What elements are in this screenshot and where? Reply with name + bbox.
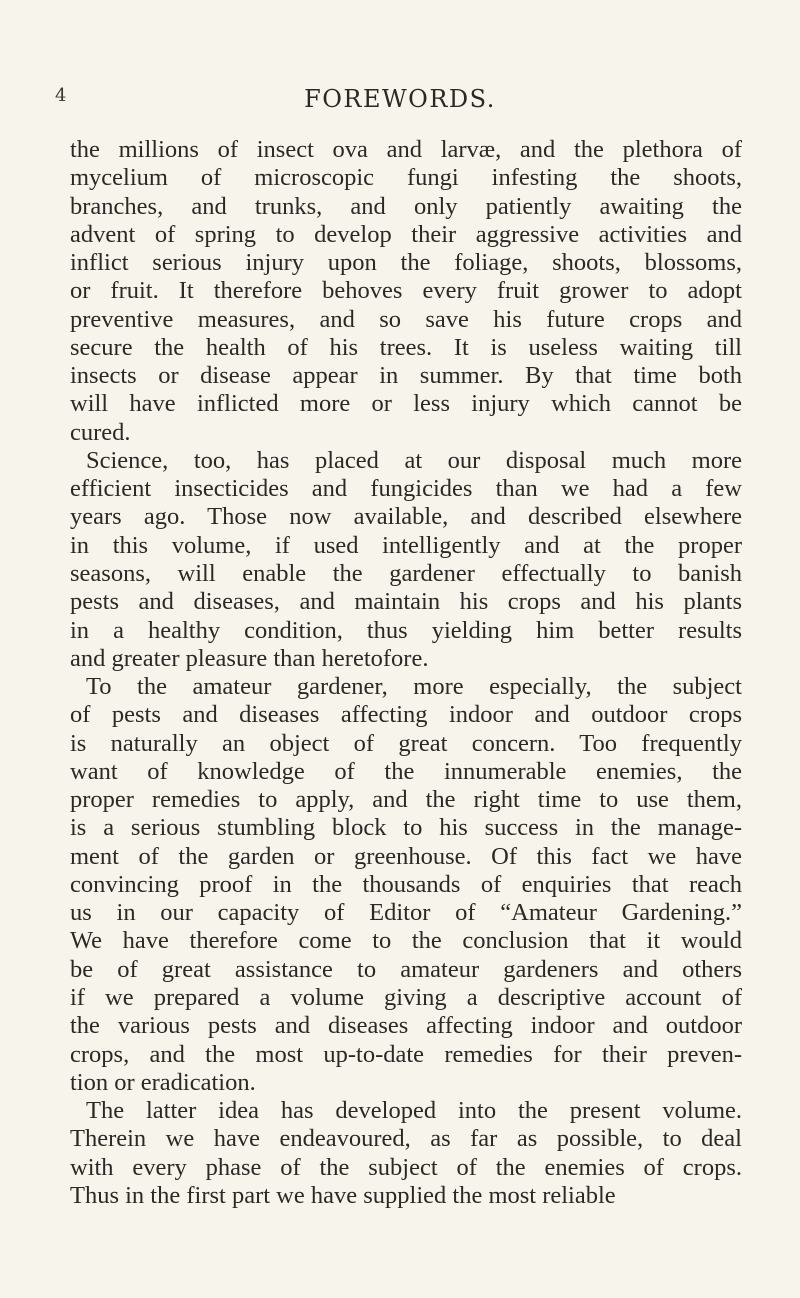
running-head: FOREWORDS.	[304, 85, 496, 113]
text-line: branches, and trunks, and only patiently awaiting the	[70, 192, 742, 220]
text-line: tion or eradication.	[70, 1068, 256, 1096]
text-line: efficient insecticides and fungicides than we had a few	[70, 475, 742, 503]
text-line: is a serious stumbling block to his success in the manage-	[70, 814, 742, 842]
text-line: advent of spring to develop their aggressive activities and	[70, 220, 742, 248]
text-line: the millions of insect ova and larvæ, and the plethora of	[70, 136, 742, 163]
text-line: inflict serious injury upon the foliage, shoots, blossoms,	[70, 249, 742, 277]
text-line: ment of the garden or greenhouse. Of this fact we have	[70, 842, 742, 870]
text-line: in this volume, if used intelligently and at the proper	[70, 531, 742, 559]
text-line: years ago. Those now available, and described elsewhere	[70, 503, 742, 531]
text-line: us in our capacity of Editor of “Amateur Gardening.”	[70, 899, 742, 927]
text-line: pests and diseases, and maintain his crops and his plants	[70, 588, 742, 616]
text-line: convincing proof in the thousands of enquiries that reach	[70, 870, 742, 898]
text-line: seasons, will enable the gardener effectually to banish	[70, 559, 742, 587]
text-line: in a healthy condition, thus yielding him better results	[70, 616, 742, 644]
text-line: The latter idea has developed into the present volume.	[86, 1097, 742, 1125]
text-line: proper remedies to apply, and the right time to use them,	[70, 786, 742, 814]
text-line: want of knowledge of the innumerable enemies, the	[70, 757, 742, 785]
text-line: of pests and diseases affecting indoor and outdoor crops	[70, 701, 742, 729]
text-line: Thus in the first part we have supplied the most reliable	[70, 1181, 616, 1209]
text-line: Science, too, has placed at our disposal much more	[86, 446, 742, 474]
paragraph	[70, 1097, 742, 1210]
text-line: Therein we have endeavoured, as far as possible, to deal	[70, 1125, 742, 1153]
text-line: or fruit. It therefore behoves every fruit grower to adopt	[70, 277, 742, 305]
text-line: the various pests and diseases affecting indoor and outdoor	[70, 1012, 742, 1040]
paragraph	[70, 447, 742, 673]
text-line: with every phase of the subject of the enemies of crops.	[70, 1153, 742, 1181]
text-line: if we prepared a volume giving a descriptive account of	[70, 983, 742, 1011]
text-line: crops, and the most up-to-date remedies for their preven-	[70, 1040, 742, 1068]
text-line: be of great assistance to amateur gardeners and others	[70, 955, 742, 983]
text-line: is naturally an object of great concern. Too frequently	[70, 729, 742, 757]
text-line: and greater pleasure than heretofore.	[70, 644, 429, 672]
text-line: secure the health of his trees. It is useless waiting till	[70, 333, 742, 361]
page-number: 4	[55, 85, 67, 106]
paragraph	[70, 673, 742, 1097]
body-text	[70, 136, 742, 1210]
text-line: mycelium of microscopic fungi infesting the shoots,	[70, 164, 742, 192]
text-line: We have therefore come to the conclusion that it would	[70, 927, 742, 955]
text-line: preventive measures, and so save his future crops and	[70, 305, 742, 333]
paragraph	[70, 136, 742, 447]
text-line: insects or disease appear in summer. By that time both	[70, 362, 742, 390]
text-line: cured.	[70, 418, 131, 446]
text-line: will have inflicted more or less injury which cannot be	[70, 390, 742, 418]
text-line: To the amateur gardener, more especially, the subject	[86, 673, 742, 701]
